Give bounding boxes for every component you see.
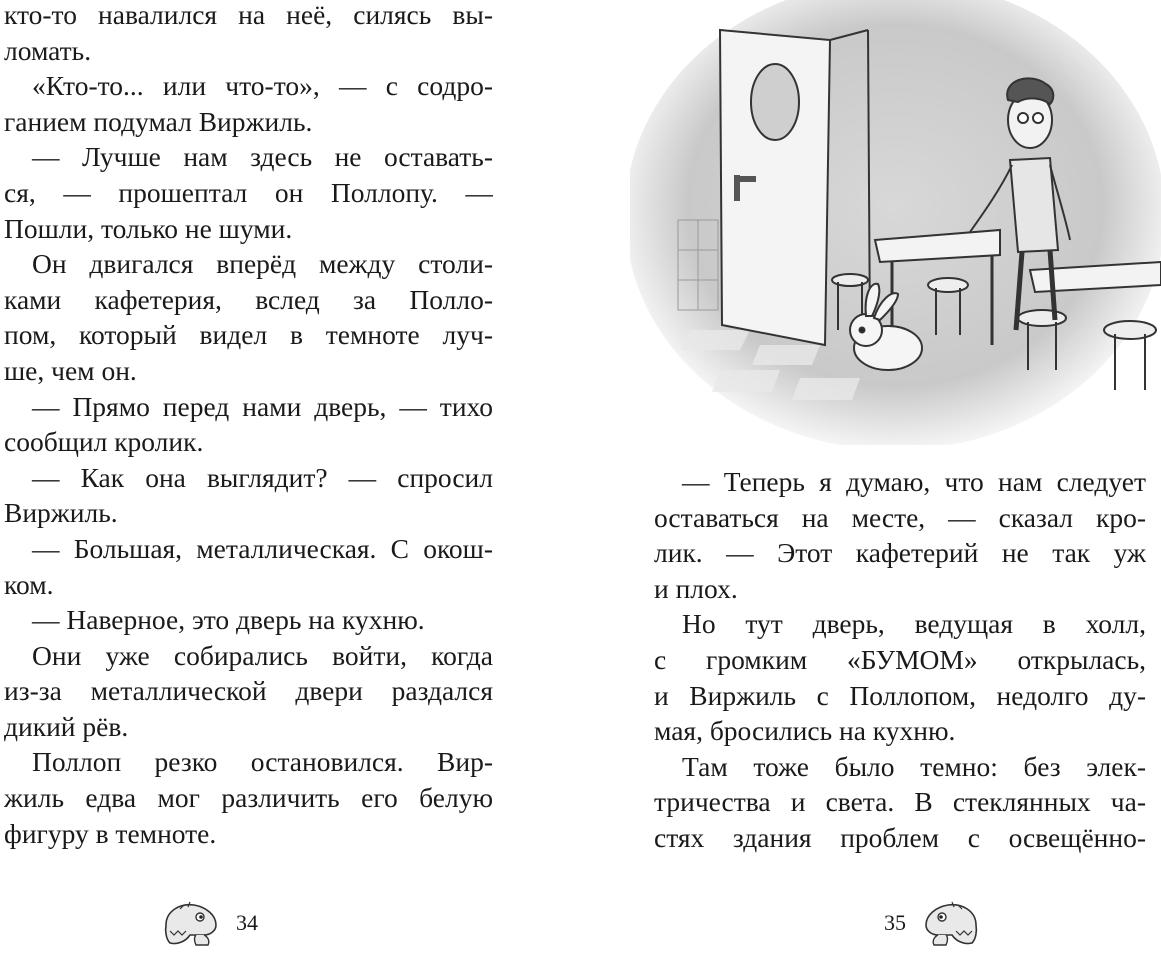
text-line: — Прямо перед нами дверь, — тихо [32,390,493,422]
text-line: Они уже собирались войти, когда [32,639,493,671]
page-number: 34 [236,910,258,935]
text-line: Виржиль. [4,497,118,529]
text-line: мая, бросились на кухню. [654,715,956,747]
text-line: ками кафетерия, вслед за Полло- [4,283,493,315]
text-line: — Теперь я думаю, что нам следует [682,466,1146,497]
dinosaur-head-icon [920,895,982,951]
text-line: тричества и света. В стеклянных ча- [654,786,1146,818]
text-line: Он двигался вперёд между столи- [32,248,493,280]
text-line: Пошли, только не шуми. [4,212,293,244]
text-line: стях здания проблем с освещённо- [654,821,1146,853]
text-line: ше, чем он. [4,354,137,386]
text-line: ся, — прошептал он Поллопу. — [4,176,493,208]
text-line: фигуру в темноте. [4,817,217,849]
page-number: 35 [884,910,906,935]
text-line: «Кто-то... или что-то», — с содро- [32,70,493,102]
dinosaur-head-icon [160,895,222,951]
text-line: — Наверное, это дверь на кухню. [32,604,425,636]
text-line: ком. [4,568,54,600]
text-line: ганием подумал Виржиль. [4,105,313,137]
left-page [0,0,560,949]
text-line: — Большая, металлическая. С окош- [32,532,493,564]
text-line: и Виржиль с Поллопом, недолго ду- [654,679,1146,711]
text-line: — Как она выглядит? — спросил [32,461,493,493]
right-folio [884,893,982,953]
left-folio [160,893,258,953]
text-line: дикий рёв. [4,710,129,742]
text-line: Поллоп резко остановился. Вир- [32,746,493,778]
text-line: Там тоже было темно: без элек- [682,750,1146,782]
text-line: пом, который видел в темноте луч- [4,319,493,351]
text-line: лик. — Этот кафетерий не так уж [654,537,1146,569]
right-page [590,0,1161,949]
right-page-text [654,464,1146,856]
text-line: ломать. [4,34,92,66]
text-line: кто-то навалился на неё, силясь вы- [4,0,493,30]
text-line: Но тут дверь, ведущая в холл, [682,608,1146,640]
left-page-text [4,0,493,851]
text-line: с громким «БУМОМ» открылась, [654,643,1146,675]
text-line: сообщил кролик. [4,426,204,458]
text-line: оставаться на месте, — сказал кро- [654,501,1146,533]
text-line: жиль едва мог различить его белую [4,782,493,814]
text-line: и плох. [654,572,738,604]
text-line: из-за металлической двери раздался [4,675,493,707]
text-line: — Лучше нам здесь не оставать- [32,141,493,173]
